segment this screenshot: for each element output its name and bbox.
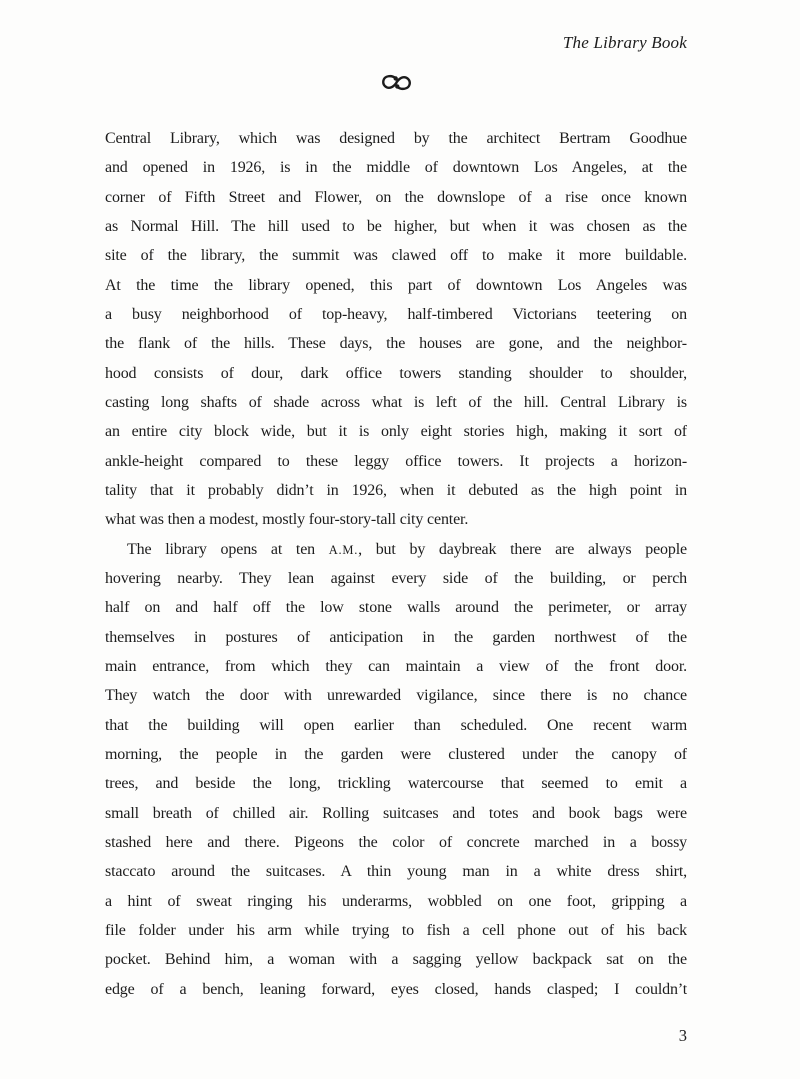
text-line: staccato around the suitcases. A thin young man in a white dress shirt,: [105, 863, 687, 881]
text-line: an entire city block wide, but it is only eight stories high, making it sort of: [105, 423, 687, 441]
text-line: themselves in postures of anticipation in the garden northwest of the: [105, 628, 687, 646]
text-line: They watch the door with unrewarded vigilance, since there is no chance: [105, 687, 687, 705]
scroll-fleuron-icon: [380, 74, 413, 91]
text-line: what was then a modest, mostly four-story-tall city center.: [105, 511, 469, 529]
text-line: site of the library, the summit was clawed off to make it more buildable.: [105, 247, 687, 265]
text-line: hood consists of dour, dark office towers standing shoulder to shoulder,: [105, 364, 687, 382]
text-line: half on and half off the low stone walls around the perimeter, or array: [105, 599, 687, 617]
text-line: main entrance, from which they can maintain a view of the front door.: [105, 657, 687, 675]
text-line: corner of Fifth Street and Flower, on the downslope of a rise once known: [105, 188, 687, 206]
text-line: a busy neighborhood of top-heavy, half-timbered Victorians teetering on: [105, 305, 687, 323]
body-text: [105, 124, 687, 1004]
smallcaps-am: A.M.: [328, 542, 359, 557]
text-line: trees, and beside the long, trickling watercourse that seemed to emit a: [105, 775, 687, 793]
text-line: hovering nearby. They lean against every side of the building, or perch: [105, 569, 687, 587]
text-line: as Normal Hill. The hill used to be higher, but when it was chosen as the: [105, 217, 687, 235]
text-line: ankle-height compared to these leggy office towers. It projects a horizon-: [105, 452, 687, 470]
page-number: 3: [678, 1026, 687, 1045]
text-line: At the time the library opened, this part of downtown Los Angeles was: [105, 276, 687, 294]
text-line: morning, the people in the garden were clustered under the canopy of: [105, 745, 687, 763]
section-divider: [105, 74, 687, 94]
text-line: the flank of the hills. These days, the houses are gone, and the neighbor-: [105, 335, 687, 353]
text-line: small breath of chilled air. Rolling suitcases and totes and book bags were: [105, 804, 687, 822]
text-line: and opened in 1926, is in the middle of downtown Los Angeles, at the: [105, 159, 687, 177]
text-line: file folder under his arm while trying to fish a cell phone out of his back: [105, 921, 687, 939]
text-line: a hint of sweat ringing his underarms, wobbled on one foot, gripping a: [105, 892, 687, 910]
text-line: Central Library, which was designed by the architect Bertram Goodhue: [105, 130, 687, 147]
text-line: that the building will open earlier than scheduled. One recent warm: [105, 716, 687, 734]
paragraph: [105, 535, 687, 1004]
text-line: tality that it probably didn’t in 1926, when it debuted as the high point in: [105, 481, 687, 499]
text-line: The library opens at ten A.M., but by daybreak there are always people: [127, 540, 687, 558]
text-line: casting long shafts of shade across what is left of the hill. Central Library is: [105, 393, 687, 411]
text-line: pocket. Behind him, a woman with a sagging yellow backpack sat on the: [105, 951, 687, 969]
paragraph: [105, 124, 687, 535]
running-header: The Library Book: [562, 33, 687, 52]
text-line: edge of a bench, leaning forward, eyes closed, hands clasped; I couldn’t: [105, 980, 687, 998]
text-line: stashed here and there. Pigeons the color of concrete marched in a bossy: [105, 833, 687, 851]
